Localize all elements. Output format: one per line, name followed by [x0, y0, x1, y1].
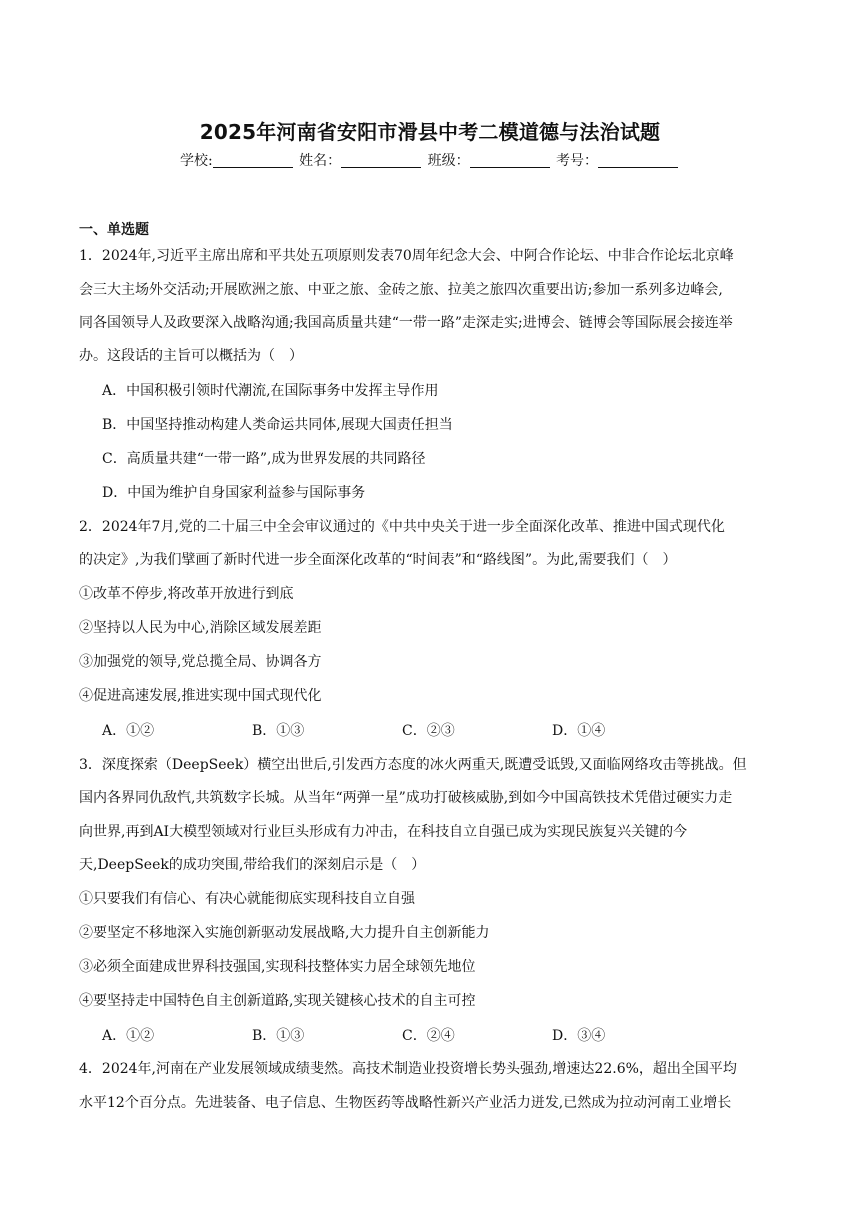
q1-option-c[interactable]: C．高质量共建“一带一路”,成为世界发展的共同路径	[102, 451, 426, 467]
q2-item-1: ①改革不停步,将改革开放进行到底	[79, 586, 294, 602]
q1-line-1: 1．2024年,习近平主席出席和平共处五项原则发表70周年纪念大会、中阿合作论坛、中非合作论坛北京峰	[79, 248, 734, 264]
q3-item-2: ②要坚定不移地深入实施创新驱动发展战略,大力提升自主创新能力	[79, 925, 490, 941]
q2-line-1: 2．2024年7月,党的二十届三中全会审议通过的《中共中央关于进一步全面深化改革、推进中国式现代化	[79, 519, 725, 535]
q1-line-3: 同各国领导人及政要深入战略沟通;我国高质量共建“一带一路”走深走实;进博会、链博会等国际展会接连举	[79, 315, 733, 331]
q1-line-4: 办。这段话的主旨可以概括为（ ）	[79, 348, 303, 364]
q3-option-a[interactable]: A．①②	[102, 1028, 155, 1044]
q2-item-2: ②坚持以人民为中心,消除区域发展差距	[79, 620, 322, 636]
section-title: 一、单选题	[79, 222, 149, 238]
school-blank[interactable]	[213, 153, 293, 168]
q3-options	[102, 1028, 702, 1044]
q1-option-a[interactable]: A．中国积极引领时代潮流,在国际事务中发挥主导作用	[102, 383, 439, 399]
q2-option-b[interactable]: B．①③	[252, 723, 305, 739]
q1-option-d[interactable]: D．中国为维护自身国家利益参与国际事务	[102, 485, 366, 501]
q1-line-2: 会三大主场外交活动;开展欧洲之旅、中亚之旅、金砖之旅、拉美之旅四次重要出访;参加一系列多边峰会,	[79, 282, 723, 298]
q3-line-1: 3．深度探索（DeepSeek）横空出世后,引发西方态度的冰火两重天,既遭受诋毁,又面临网络攻击等挑战。但	[79, 757, 747, 773]
page-title: 2025年河南省安阳市滑县中考二模道德与法治试题	[199, 120, 661, 144]
q2-item-4: ④促进高速发展,推进实现中国式现代化	[79, 688, 322, 704]
q3-option-d[interactable]: D．③④	[552, 1028, 606, 1044]
q2-options	[102, 723, 702, 739]
q1-option-b[interactable]: B．中国坚持推动构建人类命运共同体,展现大国责任担当	[102, 417, 453, 433]
q3-item-4: ④要坚持走中国特色自主创新道路,实现关键核心技术的自主可控	[79, 993, 476, 1009]
q2-line-2: 的决定》,为我们擘画了新时代进一步全面深化改革的“时间表”和“路线图”。为此,需要我们（ ）	[79, 552, 677, 568]
q2-option-d[interactable]: D．①④	[552, 723, 606, 739]
q2-item-3: ③加强党的领导,党总揽全局、协调各方	[79, 654, 322, 670]
q4-line-1: 4．2024年,河南在产业发展领域成绩斐然。高技术制造业投资增长势头强劲,增速达22.6%，超出全国平均	[79, 1061, 737, 1077]
school-label: 学校:	[179, 153, 213, 169]
exam-no-label: 考号：	[556, 153, 599, 169]
exam-no-blank[interactable]	[598, 153, 678, 168]
q3-line-3: 向世界,再到AI大模型领域对行业巨头形成有力冲击，在科技自立自强已成为实现民族复兴关键的今	[79, 824, 688, 840]
q3-item-1: ①只要我们有信心、有决心就能彻底实现科技自立自强	[79, 891, 415, 907]
class-label: 班级：	[427, 153, 470, 169]
q3-line-2: 国内各界同仇敌忾,共筑数字长城。从当年“两弹一星”成功打破核威胁,到如今中国高铁技术凭借过硬实力走	[79, 790, 733, 806]
q4-line-2: 水平12个百分点。先进装备、电子信息、生物医药等战略性新兴产业活力迸发,已然成为拉动河南工业增长	[79, 1095, 732, 1111]
q3-option-b[interactable]: B．①③	[252, 1028, 305, 1044]
q2-option-c[interactable]: C．②③	[402, 723, 455, 739]
q3-item-3: ③必须全面建成世界科技强国,实现科技整体实力居全球领先地位	[79, 959, 476, 975]
student-info-row	[0, 150, 860, 170]
q3-line-4: 天,DeepSeek的成功突围,带给我们的深刻启示是（ ）	[79, 857, 426, 873]
name-blank[interactable]	[341, 153, 421, 168]
class-blank[interactable]	[470, 153, 550, 168]
q2-option-a[interactable]: A．①②	[102, 723, 155, 739]
q3-option-c[interactable]: C．②④	[402, 1028, 455, 1044]
name-label: 姓名：	[299, 153, 342, 169]
